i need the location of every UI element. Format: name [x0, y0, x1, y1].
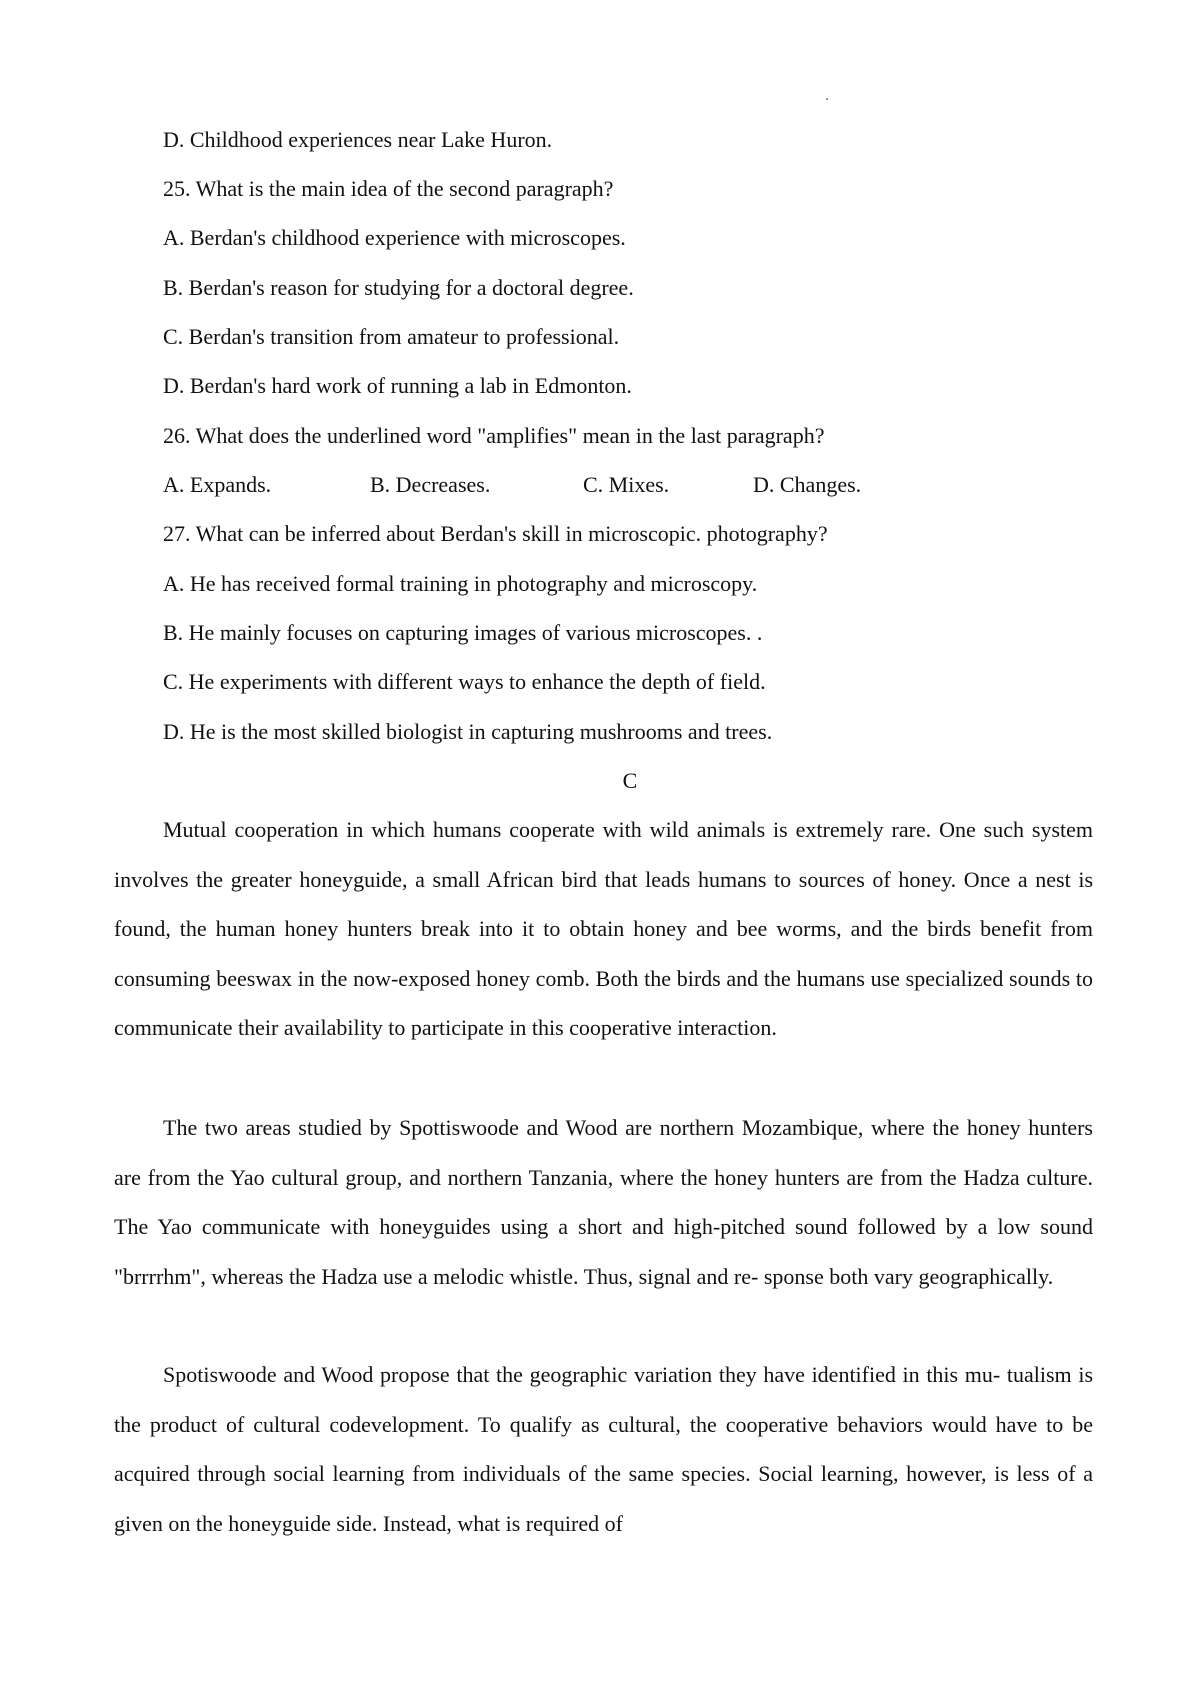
q27-option-a: A. He has received formal training in photography and microscopy.: [163, 571, 758, 596]
q26-question: 26. What does the underlined word "amplifies" mean in the last paragraph?: [163, 423, 825, 448]
q25-question: 25. What is the main idea of the second paragraph?: [163, 176, 614, 201]
section-heading: C: [622, 768, 638, 793]
q26-option-b: B. Decreases.: [370, 472, 491, 497]
passage-paragraph-2: The two areas studied by Spottiswoode and Wood are northern Mozambique, where the honey hunters are from the Yao cultural group, and northern Tanzania, where the honey hunters are from the Hadza culture. The Yao communicate with honeyguides using a short and high-pitched sound followed by a low sound "brrrrhm", whereas the Hadza use a melodic whistle. Thus, signal and re- sponse both vary geographically.: [114, 1115, 1093, 1289]
q27-question: 27. What can be inferred about Berdan's skill in microscopic. photography?: [163, 521, 828, 546]
q26-option-d: D. Changes.: [753, 472, 862, 497]
passage-paragraph-1: Mutual cooperation in which humans cooperate with wild animals is extremely rare. One such system involves the greater honeyguide, a small African bird that leads humans to sources of honey. Once a nest is found, the human honey hunters break into it to obtain honey and bee worms, and the birds benefit from consuming beeswax in the now-exposed honey comb. Both the birds and the humans use specialized sounds to communicate their availability to participate in this cooperative interaction.: [114, 817, 1093, 1041]
q24-option-d: D. Childhood experiences near Lake Huron.: [163, 127, 553, 152]
q26-option-c: C. Mixes.: [583, 472, 670, 497]
q27-option-c: C. He experiments with different ways to enhance the depth of field.: [163, 669, 766, 694]
q27-option-d: D. He is the most skilled biologist in capturing mushrooms and trees.: [163, 719, 773, 744]
q25-option-a: A. Berdan's childhood experience with microscopes.: [163, 225, 626, 250]
passage-paragraph-3: Spotiswoode and Wood propose that the geographic variation they have identified in this mu- tualism is the product of cultural codevelopment. To qualify as cultural, the cooperative behaviors would have to be acquired through social learning from individuals of the same species. Social learning, however, is less of a given on the honeyguide side. Instead, what is required of: [114, 1362, 1093, 1536]
q25-option-c: C. Berdan's transition from amateur to professional.: [163, 324, 620, 349]
q26-option-a: A. Expands.: [163, 472, 272, 497]
q27-option-b: B. He mainly focuses on capturing images of various microscopes. .: [163, 620, 763, 645]
q25-option-d: D. Berdan's hard work of running a lab in Edmonton.: [163, 373, 632, 398]
q25-option-b: B. Berdan's reason for studying for a doctoral degree.: [163, 275, 634, 300]
stray-mark: [826, 98, 828, 100]
